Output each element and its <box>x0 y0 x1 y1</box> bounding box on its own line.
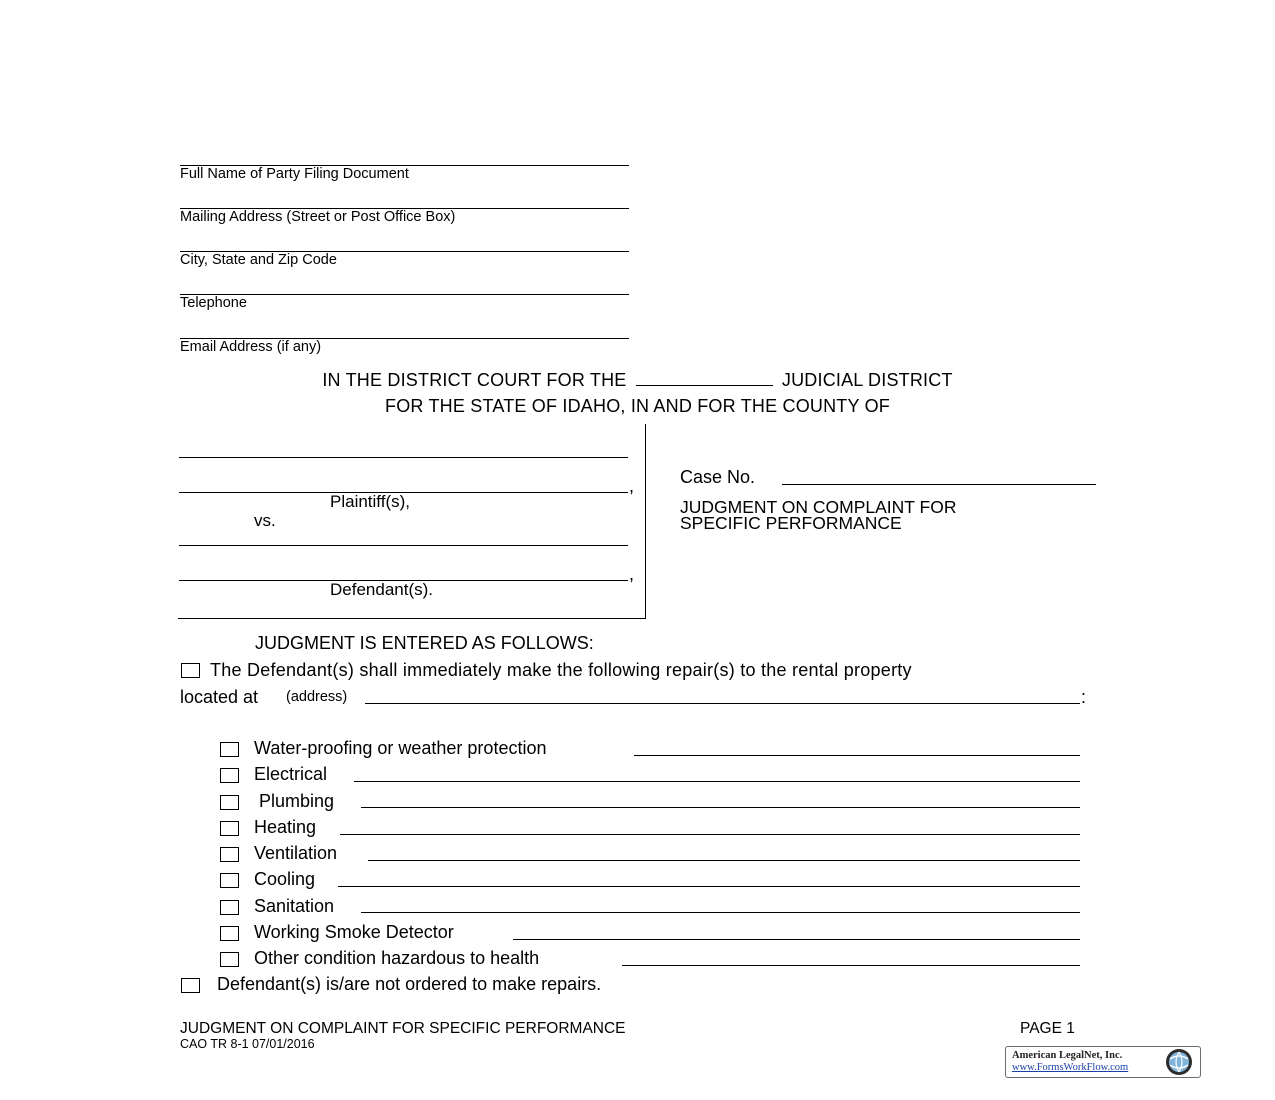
footer-title: JUDGMENT ON COMPLAINT FOR SPECIFIC PERFORMANCE <box>180 1020 626 1037</box>
repair-detail-line[interactable] <box>354 781 1080 782</box>
telephone-line[interactable] <box>180 294 629 295</box>
case-number-label: Case No. <box>680 467 756 487</box>
repair-checkbox[interactable] <box>220 900 239 915</box>
document-title-line1: JUDGMENT ON COMPLAINT FOR <box>680 497 957 517</box>
repair-checkbox[interactable] <box>220 795 239 810</box>
court-line1-suffix: JUDICIAL DISTRICT <box>781 370 953 390</box>
plaintiff-label: Plaintiff(s), <box>330 492 410 511</box>
document-title-line2: SPECIFIC PERFORMANCE <box>680 513 902 533</box>
repair-detail-line[interactable] <box>622 965 1080 966</box>
caption-vertical-divider <box>645 424 646 618</box>
caption-bottom-rule <box>178 618 646 619</box>
city-state-zip-label: City, State and Zip Code <box>180 252 337 268</box>
repair-label: Working Smoke Detector <box>254 922 454 942</box>
repairs-ordered-checkbox[interactable] <box>181 663 200 678</box>
defendant-label: Defendant(s). <box>330 580 433 599</box>
defendant-comma: , <box>629 564 635 584</box>
publisher-logo[interactable] <box>1005 1046 1201 1078</box>
court-heading-line2: FOR THE STATE OF IDAHO, IN AND FOR THE COUNTY OF <box>385 396 890 416</box>
footer-form-id: CAO TR 8-1 07/01/2016 <box>180 1037 315 1051</box>
repair-label: Electrical <box>254 764 328 784</box>
repair-checkbox[interactable] <box>220 873 239 888</box>
repair-label: Water-proofing or weather protection <box>254 738 547 758</box>
repair-label: Heating <box>254 817 317 837</box>
court-line1-prefix: IN THE DISTRICT COURT FOR THE <box>322 370 627 390</box>
repair-detail-line[interactable] <box>338 886 1080 887</box>
repair-detail-line[interactable] <box>634 755 1080 756</box>
address-hint: (address) <box>286 689 348 705</box>
no-repairs-checkbox[interactable] <box>181 978 200 993</box>
publisher-url[interactable]: www.FormsWorkFlow.com <box>1012 1062 1129 1073</box>
court-heading-line1 <box>0 370 1275 391</box>
address-line[interactable] <box>365 703 1080 704</box>
repairs-ordered-text: The Defendant(s) shall immediately make the following repair(s) to the rental property <box>210 660 912 680</box>
defendant-line-1[interactable] <box>179 545 628 546</box>
case-number-line[interactable] <box>782 484 1096 485</box>
repair-label: Cooling <box>254 869 316 889</box>
repair-label: Plumbing <box>254 791 335 811</box>
repair-checkbox[interactable] <box>220 821 239 836</box>
mailing-address-label: Mailing Address (Street or Post Office Box) <box>180 209 456 225</box>
repair-detail-line[interactable] <box>368 860 1080 861</box>
email-label: Email Address (if any) <box>180 339 322 355</box>
repair-detail-line[interactable] <box>513 939 1080 940</box>
judgment-heading: JUDGMENT IS ENTERED AS FOLLOWS: <box>255 633 594 653</box>
judicial-district-blank[interactable] <box>636 385 773 386</box>
repair-label: Other condition hazardous to health <box>254 948 540 968</box>
publisher-name: American LegalNet, Inc. <box>1012 1050 1123 1061</box>
plaintiff-line-1[interactable] <box>179 457 628 458</box>
repair-label: Ventilation <box>254 843 338 863</box>
repair-detail-line[interactable] <box>340 834 1080 835</box>
vs-label: vs. <box>254 511 276 530</box>
footer-page: PAGE 1 <box>1020 1020 1075 1037</box>
located-at-label: located at <box>180 687 259 707</box>
plaintiff-comma: , <box>629 476 635 496</box>
repair-checkbox[interactable] <box>220 847 239 862</box>
repair-label: Sanitation <box>254 896 335 916</box>
repair-checkbox[interactable] <box>220 952 239 967</box>
globe-icon <box>1160 1047 1198 1077</box>
address-colon: : <box>1081 687 1087 707</box>
repair-detail-line[interactable] <box>361 807 1080 808</box>
repair-checkbox[interactable] <box>220 742 239 757</box>
telephone-label: Telephone <box>180 295 247 311</box>
repair-checkbox[interactable] <box>220 768 239 783</box>
full-name-label: Full Name of Party Filing Document <box>180 166 409 182</box>
repair-checkbox[interactable] <box>220 926 239 941</box>
repair-detail-line[interactable] <box>361 912 1080 913</box>
no-repairs-text: Defendant(s) is/are not ordered to make repairs. <box>217 974 602 994</box>
